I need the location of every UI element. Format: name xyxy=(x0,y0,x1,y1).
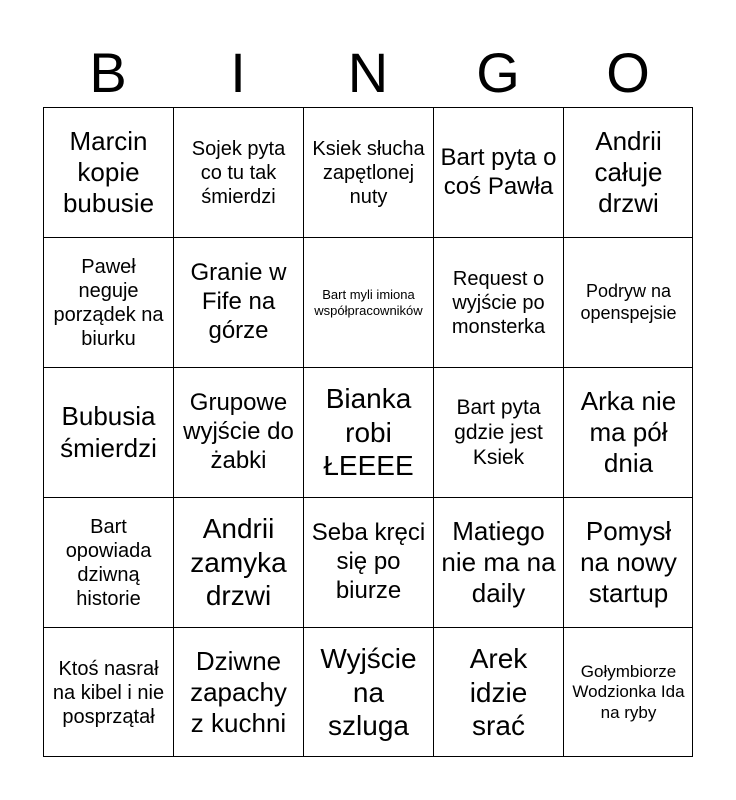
bingo-cell[interactable]: Bart pyta gdzie jest Ksiek xyxy=(433,367,563,497)
bingo-cell[interactable]: Bianka robi ŁEEEE xyxy=(303,367,433,497)
bingo-cell[interactable]: Andrii całuje drzwi xyxy=(563,107,693,237)
bingo-cell[interactable]: Seba kręci się po biurze xyxy=(303,497,433,627)
bingo-board xyxy=(43,107,693,757)
bingo-cell[interactable]: Pomysł na nowy startup xyxy=(563,497,693,627)
bingo-cell[interactable]: Grupowe wyjście do żabki xyxy=(173,367,303,497)
bingo-cell[interactable]: Podryw na openspejsie xyxy=(563,237,693,367)
bingo-cell[interactable]: Arka nie ma pół dnia xyxy=(563,367,693,497)
header-letter-g: G xyxy=(476,41,520,104)
header-letter-i: I xyxy=(230,41,246,104)
bingo-cell[interactable]: Bubusia śmierdzi xyxy=(43,367,173,497)
bingo-cell[interactable]: Wyjście na szluga xyxy=(303,627,433,757)
header-letter-n: N xyxy=(347,41,389,104)
bingo-cell[interactable]: Marcin kopie bubusie xyxy=(43,107,173,237)
bingo-cell[interactable]: Matiego nie ma na daily xyxy=(433,497,563,627)
bingo-cell[interactable]: Granie w Fife na górze xyxy=(173,237,303,367)
header-letter-b: B xyxy=(89,41,127,104)
bingo-cell[interactable]: Request o wyjście po monsterka xyxy=(433,237,563,367)
bingo-cell[interactable]: Bart opowiada dziwną historie xyxy=(43,497,173,627)
bingo-cell[interactable]: Gołymbiorze Wodzionka Ida na ryby xyxy=(563,627,693,757)
bingo-cell[interactable]: Bart myli imiona współpracowników xyxy=(303,237,433,367)
bingo-cell[interactable]: Sojek pyta co tu tak śmierdzi xyxy=(173,107,303,237)
bingo-cell[interactable]: Ksiek słucha zapętlonej nuty xyxy=(303,107,433,237)
header-letter-o: O xyxy=(606,41,650,104)
bingo-cell[interactable]: Ktoś nasrał na kibel i nie posprzątał xyxy=(43,627,173,757)
bingo-cell[interactable]: Andrii zamyka drzwi xyxy=(173,497,303,627)
bingo-cell[interactable]: Paweł neguje porządek na biurku xyxy=(43,237,173,367)
bingo-cell[interactable]: Dziwne zapachy z kuchni xyxy=(173,627,303,757)
bingo-cell[interactable]: Bart pyta o coś Pawła xyxy=(433,107,563,237)
bingo-header xyxy=(43,38,693,108)
bingo-cell[interactable]: Arek idzie srać xyxy=(433,627,563,757)
